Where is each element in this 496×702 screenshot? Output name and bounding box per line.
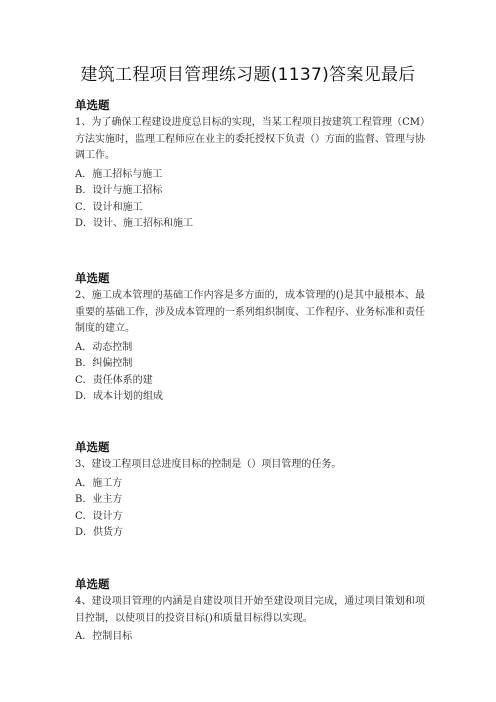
option-a: A．施工招标与施工 bbox=[75, 168, 163, 180]
option-b: B．设计与施工招标 bbox=[75, 185, 163, 196]
option-a: A．动态控制 bbox=[75, 341, 133, 353]
option-b: B．纠偏控制 bbox=[75, 358, 133, 369]
option-c: C．责任体系的建 bbox=[75, 374, 153, 386]
question-block bbox=[75, 270, 425, 406]
option-list bbox=[75, 629, 425, 646]
option-c: C．设计和施工 bbox=[75, 201, 143, 213]
question-block bbox=[75, 97, 425, 233]
option-list bbox=[75, 340, 425, 406]
question-block bbox=[75, 439, 425, 542]
option-d: D．成本计划的组成 bbox=[75, 391, 164, 402]
option-d: D．设计、施工招标和施工 bbox=[75, 218, 194, 229]
option-a: A．施工方 bbox=[75, 477, 123, 489]
document-title: 建筑工程项目管理练习题(1137)答案见最后 bbox=[80, 65, 416, 85]
question-type-label: 单选题 bbox=[75, 440, 110, 454]
question-stem: 2、施工成本管理的基础工作内容是多方面的，成本管理的()是其中最根本、最重要的基础工作，涉及成本管理的一系列组织制度、工作程序、业务标准和责任制度的建立。 bbox=[75, 290, 425, 334]
option-d: D．供货方 bbox=[75, 527, 124, 538]
question-block bbox=[75, 576, 425, 646]
option-a: A．控制目标 bbox=[75, 631, 133, 642]
question-stem: 3、建设工程项目总进度目标的控制是（）项目管理的任务。 bbox=[75, 459, 342, 470]
question-stem: 4、建设项目管理的内涵是自建设项目开始至建设项目完成，通过项目策划和项目控制，以使项目的投资目标()和质量目标得以实现。 bbox=[75, 596, 425, 624]
option-b: B．业主方 bbox=[75, 494, 123, 505]
option-list bbox=[75, 476, 425, 542]
question-type-label: 单选题 bbox=[75, 98, 110, 112]
question-stem: 1、为了确保工程建设进度总目标的实现，当某工程项目按建筑工程管理（CM）方法实施时，监理工程师应在业主的委托授权下负责（）方面的监督、管理与协调工作。 bbox=[75, 117, 425, 161]
option-c: C．设计方 bbox=[75, 510, 123, 522]
question-type-label: 单选题 bbox=[75, 577, 110, 591]
question-type-label: 单选题 bbox=[75, 271, 110, 285]
option-list bbox=[75, 167, 425, 233]
